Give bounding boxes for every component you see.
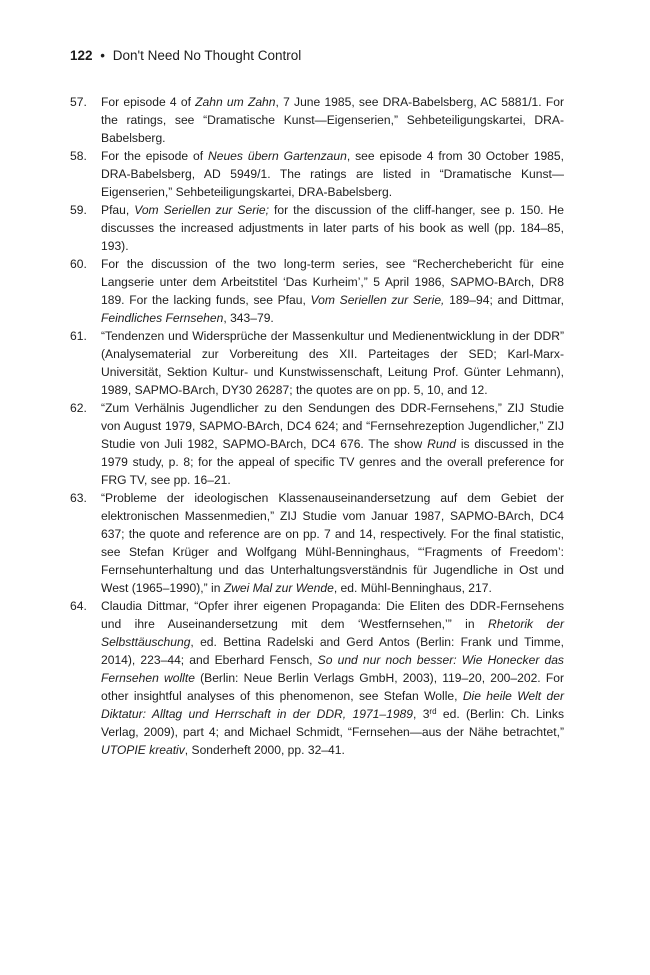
note-text-segment: , ed. Bettina Radelski and Gerd Antos (Berlin: Frank und Timme, 2014), 223–44; and Eberhard Fensch, xyxy=(101,635,564,667)
endnote-text xyxy=(101,149,564,199)
note-text-segment: For the discussion of the two long-term series, see “Recherchebericht für eine Langserie unter dem Arbeitstitel ‘Das Kurheim’,” 5 April 1986, SAPMO-BArch, DR8 189. For the lacking funds, see Pfau, xyxy=(101,257,564,307)
note-text-segment: is discussed in the 1979 study, p. 8; for the appeal of specific TV genres and the overall preference for FRG TV, see pp. 16–21. xyxy=(101,437,564,487)
endnote xyxy=(70,489,564,597)
header-separator: • xyxy=(100,48,106,63)
note-text-segment: 189–94; and Dittmar, xyxy=(444,293,564,307)
italic-title: Rund xyxy=(427,437,457,451)
endnote-number: 63. xyxy=(70,491,87,505)
italic-title: Neues übern Gartenzaun xyxy=(207,149,347,163)
note-text-segment: , ed. Mühl-Benninghaus, 217. xyxy=(333,581,492,595)
note-text-segment: for the discussion of the cliff-hanger, see p. 150. He discusses the increased adjustments in later parts of his book as well (pp. 184–85, 193). xyxy=(101,203,564,253)
italic-title: Vom Seriellen zur Serie; xyxy=(134,203,270,217)
note-text-segment: For episode 4 of xyxy=(101,95,196,109)
endnote-number: 59. xyxy=(70,203,87,217)
note-text-segment: , 343–79. xyxy=(223,311,274,325)
endnote xyxy=(70,255,564,327)
italic-title: So und nur noch besser: Wie Honecker das Fernsehen wollte xyxy=(101,653,564,685)
endnote-number: 62. xyxy=(70,401,87,415)
note-text-segment: , see episode 4 from 30 October 1985, DRA-Babelsberg, AD 5949/1. The ratings are listed in “Dramatische Kunst—Eigenserien,” Sehbeteiligungskartei, DRA-Babelsberg. xyxy=(101,149,564,199)
endnote xyxy=(70,201,564,255)
endnote-text xyxy=(101,491,564,595)
endnote xyxy=(70,399,564,489)
endnote-text xyxy=(101,599,564,757)
endnote-text xyxy=(101,203,564,253)
endnote xyxy=(70,147,564,201)
note-text-segment: , 7 June 1985, see DRA-Babelsberg, AC 5881/1. For the ratings, see “Dramatische Kunst—Eigenserien,” Sehbeteiligungskartei, DRA-Babelsberg. xyxy=(101,95,564,145)
note-text-segment: “Zum Verhälnis Jugendlicher zu den Sendungen des DDR-Fernsehens,” ZIJ Studie von August 1979, SAPMO-BArch, DC4 624; and “Fernsehrezeption Jugendlicher,” ZIJ Studie von Juli 1982, SAPMO-BArch, DC4 676. The show xyxy=(101,401,564,451)
endnote-number: 58. xyxy=(70,149,87,163)
endnotes-list xyxy=(70,93,564,759)
endnote xyxy=(70,597,564,759)
italic-title: Rhetorik der Selbsttäuschung xyxy=(101,617,565,649)
endnote-text xyxy=(101,95,564,145)
note-text-segment: (Berlin: Neue Berlin Verlags GmbH, 2003), 119–20, 200–202. For other insightful analyses of this phenomenon, see Stefan Wolle, xyxy=(101,671,564,703)
italic-title: Vom Seriellen zur Serie, xyxy=(310,293,445,307)
note-text-segment: For the episode of xyxy=(101,149,208,163)
italic-title: Die heile Welt der Diktatur: Alltag und Herrschaft in der DDR, 1971–1989 xyxy=(101,689,564,721)
book-title: Don't Need No Thought Control xyxy=(112,48,302,63)
note-text-segment: ed. (Berlin: Ch. Links Verlag, 2009), part 4; and Michael Schmidt, “Fernsehen—aus der Nähe betrachtet,” xyxy=(101,707,564,739)
italic-title: Zahn um Zahn xyxy=(195,95,276,109)
note-text-segment: Pfau, xyxy=(101,203,135,217)
running-head xyxy=(70,47,301,65)
italic-title: Feindliches Fernsehen xyxy=(101,311,224,325)
endnote-number: 64. xyxy=(70,599,87,613)
note-text-segment: , 3 xyxy=(413,707,430,721)
endnote-number: 60. xyxy=(70,257,87,271)
note-text-segment: “Tendenzen und Widersprüche der Massenkultur und Medienentwicklung in der DDR” (Analysematerial zur Vorbereitung des XII. Parteitages der SED; Karl-Marx-Universität, Sektion Kultur- und Kunstwissenschaft, Leitung Prof. Günter Lehmann), 1989, SAPMO-BArch, DY30 26287; the quotes are on pp. 5, 10, and 12. xyxy=(101,329,564,397)
note-text-segment: , Sonderheft 2000, pp. 32–41. xyxy=(184,743,345,757)
endnote-text xyxy=(101,329,564,397)
italic-title: Zwei Mal zur Wende xyxy=(223,581,334,595)
endnote xyxy=(70,327,564,399)
endnote-text xyxy=(101,401,564,487)
ordinal-superscript: rd xyxy=(429,707,437,716)
endnote-text xyxy=(101,257,564,325)
endnote-number: 61. xyxy=(70,329,87,343)
italic-title: UTOPIE kreativ xyxy=(101,743,185,757)
note-text-segment: Claudia Dittmar, “Opfer ihrer eigenen Propaganda: Die Eliten des DDR-Fernsehens und ihre Auseinandersetzung mit dem ‘Westfernsehen,’” in xyxy=(101,599,564,631)
endnote xyxy=(70,93,564,147)
endnote-number: 57. xyxy=(70,95,87,109)
page-number: 122 xyxy=(70,48,93,63)
note-text-segment: “Probleme der ideologischen Klassenauseinandersetzung auf dem Gebiet der elektronischen Massenmedien,” ZIJ Studie vom Januar 1987, SAPMO-BArch, DC4 637; the quote and reference are on pp. 7 and 14, respectively. For the final statistic, see Stefan Krüger and Wolfgang Mühl-Benninghaus, “‘Fragments of Freedom’: Fernsehunterhaltung und das Unterhaltungsverständnis für Jugendliche in Ost und West (1965–1990),” in xyxy=(101,491,564,595)
